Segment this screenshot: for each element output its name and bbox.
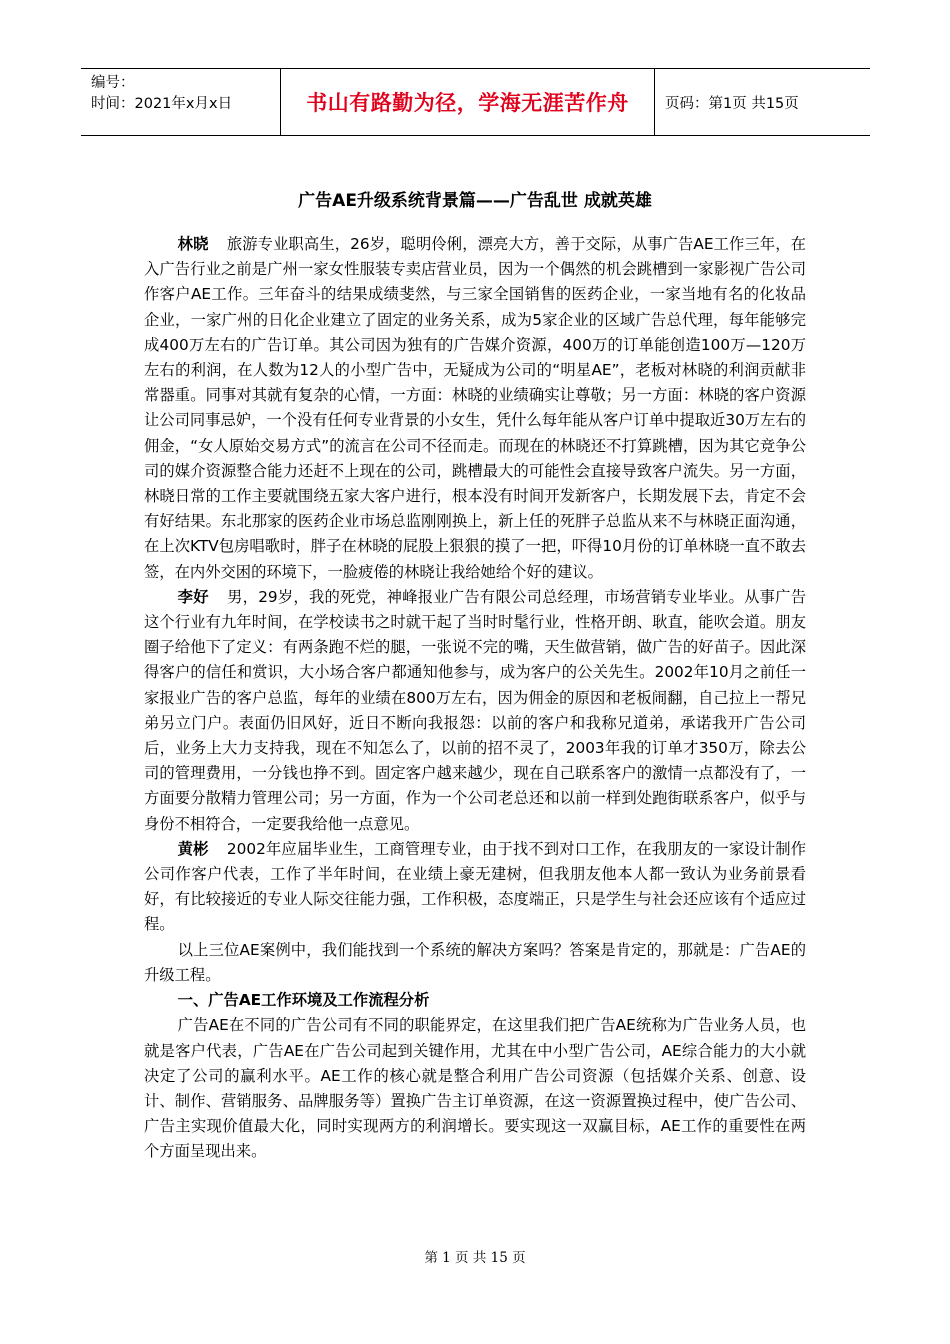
header-page-info: 页码：第1页 共15页 — [665, 95, 799, 112]
document-date: 时间：2021年x月x日 — [91, 96, 233, 112]
person-name: 李好 — [177, 587, 209, 606]
paragraph-linxiao — [144, 232, 806, 585]
person-name: 林晓 — [177, 235, 209, 253]
document-title: 广告AE升级系统背景篇——广告乱世 成就英雄 — [298, 191, 652, 211]
paragraph-text: 旅游专业职高生，26岁，聪明伶俐，漂亮大方，善于交际，从事广告AE工作三年，在入广告行业之前是广州一家女性服装专卖店营业员，因为一个偶然的机会跳槽到一家影视广告公司作客户AE工作。三年奋斗的结果成绩斐然，与三家全国销售的医药企业，一家当地有名的化妆品企业，一家广州的日化企业建立了固定的业务关系，成为5家企业的区域广告总代理，每年能够完成400万左右的广告订单。其公司因为独有的广告媒介资源，400万的订单能创造100万—120万左右的利润，在人数为12人的小型广告中，无疑成为公司的“明星AE”，老板对林晓的利润贡献非常器重。同事对其就有复杂的心情，一方面：林晓的业绩确实让尊敬；另一方面：林晓的客户资源让公司同事忌妒，一个没有任何专业背景的小女生，凭什么每年能从客户订单中提取近30万左右的佣金，“女人原始交易方式”的流言在公司不径而走。而现在的林晓还不打算跳槽，因为其它竞争公司的媒介资源整合能力还赶不上现在的公司，跳槽最大的可能性会直接导致客户流失。另一方面，林晓日常的工作主要就围绕五家大客户进行，根本没有时间开发新客户，长期发展下去，肯定不会有好结果。东北那家的医药企业市场总监刚刚换上，新上任的死胖子总监从来不与林晓正面沟通，在上次KTV包房唱歌时，胖子在林晓的屁股上狠狠的摸了一把，吓得10月份的订单林晓一直不敢去签，在内外交困的环境下，一脸疲倦的林晓让我给她给个好的建议。 — [144, 235, 806, 581]
person-name: 黄彬 — [177, 839, 209, 858]
paragraph-text: 2002年应届毕业生，工商管理专业，由于找不到对口工作，在我朋友的一家设计制作公司作客户代表，工作了半年时间，在业绩上豪无建树，但我朋友他本人都一致认为业务前景看好，有比较接近的专业人际交往能力强，工作积极，态度端正，只是学生与社会还应该有个适应过程。 — [144, 839, 806, 934]
paragraph-text: 男，29岁，我的死党，神峰报业广告有限公司总经理，市场营销专业毕业。从事广告这个行业有九年时间，在学校读书之时就干起了当时时髦行业，性格开朗、耿直，能吹会道。朋友圈子给他下了定义：有两条跑不烂的腿，一张说不完的嘴，天生做营销，做广告的好苗子。因此深得客户的信任和赏识，大小场合客户都通知他参与，成为客户的公关先生。2002年10月之前任一家报业广告的客户总监，每年的业绩在800万左右，因为佣金的原因和老板闹翻，自己拉上一帮兄弟另立门户。表面仍旧风好，近日不断向我报怨：以前的客户和我称兄道弟，承诺我开广告公司后，业务上大力支持我，现在不知怎么了，以前的招不灵了，2003年我的订单才350万，除去公司的管理费用，一分钱也挣不到。固定客户越来越少，现在自己联系客户的激情一点都没有了，一方面要分散精力管理公司；另一方面，作为一个公司老总还和以前一样到处跑街联系客户，似乎与身份不相符合，一定要我给他一点意见。 — [144, 587, 806, 833]
header-motto: 书山有路勤为径，学海无涯苦作舟 — [281, 69, 655, 135]
paragraph-summary: 以上三位AE案例中，我们能找到一个系统的解决方案吗？答案是肯定的，那就是：广告AE的升级工程。 — [144, 940, 806, 984]
section-heading: 一、广告AE工作环境及工作流程分析 — [177, 991, 430, 1010]
document-body — [144, 232, 806, 1165]
page-footer: 第 1 页 共 15 页 — [424, 1250, 526, 1266]
header-meta — [81, 69, 281, 135]
paragraph-ae-analysis: 广告AE在不同的广告公司有不同的职能界定，在这里我们把广告AE统称为广告业务人员，也就是客户代表，广告AE在广告公司起到关键作用，尤其在中小型广告公司，AE综合能力的大小就决定了公司的赢利水平。AE工作的核心就是整合利用广告公司资源（包括媒介关系、创意、设计、制作、营销服务、品牌服务等）置换广告主订单资源，在这一资源置换过程中，使广告公司、广告主实现价值最大化，同时实现两方的利润增长。要实现这一双赢目标，AE工作的重要性在两个方面呈现出来。 — [144, 1016, 806, 1161]
page-header — [81, 68, 870, 136]
paragraph-huangbin — [144, 837, 806, 938]
paragraph-lihao — [144, 585, 806, 837]
document-number-label: 编号： — [91, 75, 135, 91]
